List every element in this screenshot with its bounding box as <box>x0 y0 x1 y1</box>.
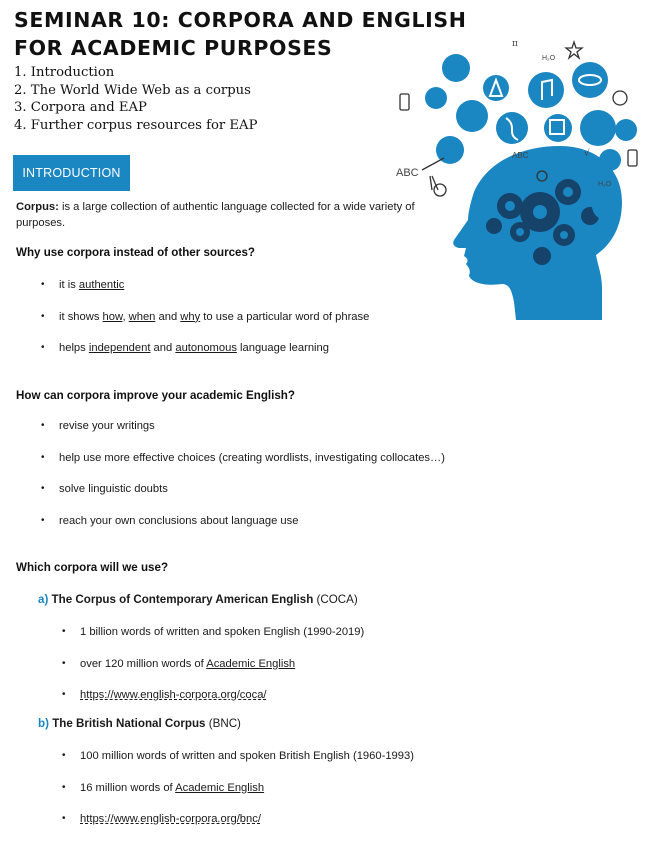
table-of-contents <box>14 64 257 134</box>
corpus-definition-text: is a large collection of authentic language collected for a wide variety of purposes. <box>16 201 415 229</box>
illustration-label: H₂O <box>598 181 612 188</box>
coca-heading: a) The Corpus of Contemporary American English (COCA) <box>38 593 358 606</box>
toc-item: 3. Corpora and EAP <box>14 100 147 115</box>
bnc-heading: b) The British National Corpus (BNC) <box>38 717 241 730</box>
title-line-1: SEMINAR 10: CORPORA AND ENGLISH <box>14 8 467 32</box>
coca-link[interactable]: https://www.english-corpora.org/coca/ <box>80 689 267 701</box>
toc-item: 4. Further corpus resources for EAP <box>14 117 258 133</box>
globe-icon <box>434 184 446 196</box>
introduction-section-badge: INTRODUCTION <box>13 155 130 191</box>
corpus-definition <box>16 199 426 231</box>
telescope-icon <box>422 158 444 190</box>
illustration-label: π <box>512 39 518 49</box>
toc-item: 2. The World Wide Web as a corpus <box>14 82 251 98</box>
illustration-label: ABC <box>396 167 419 179</box>
star-icon <box>566 42 582 58</box>
title-line-2: FOR ACADEMIC PURPOSES <box>14 36 333 60</box>
toc-item: 1. Introduction <box>14 65 115 80</box>
how-question-heading: How can corpora improve your academic English? <box>16 389 295 402</box>
illustration-label: H₂O <box>542 55 556 62</box>
head-with-icons-illustration <box>392 30 650 320</box>
why-question-heading: Why use corpora instead of other sources? <box>16 246 256 259</box>
phone-icon <box>628 150 637 166</box>
which-question-heading: Which corpora will we use? <box>16 561 169 574</box>
corpus-term: Corpus: <box>16 201 59 213</box>
bnc-link[interactable]: https://www.english-corpora.org/bnc/ <box>80 813 261 825</box>
illustration-label: √ <box>584 149 590 159</box>
globe-icon <box>613 91 627 105</box>
head-silhouette <box>453 146 622 320</box>
illustration-label: ABC <box>512 151 529 160</box>
phone-icon <box>400 94 409 110</box>
